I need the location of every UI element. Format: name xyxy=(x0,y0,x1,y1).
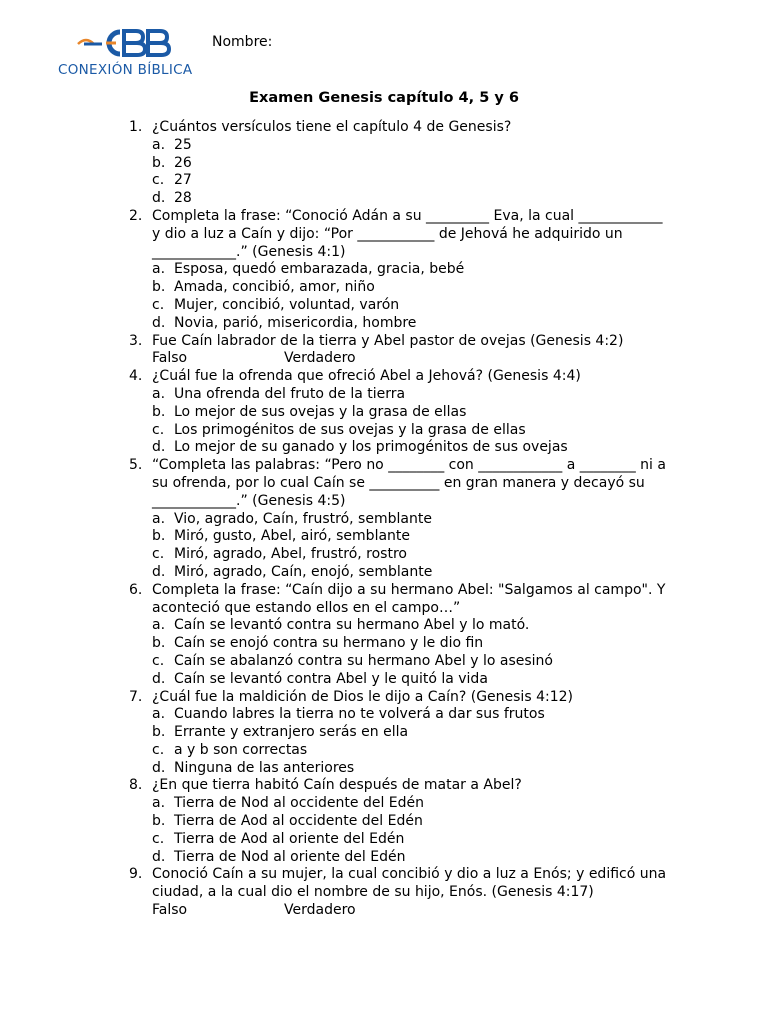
option-letter: b. xyxy=(152,635,166,652)
option-letter: b. xyxy=(152,154,166,171)
answer-option xyxy=(152,653,669,671)
question-item xyxy=(129,689,669,778)
question-text: ¿En que tierra habitó Caín después de matar a Abel? xyxy=(152,777,522,794)
option-text: Novia, parió, misericordia, hombre xyxy=(174,314,417,331)
falso-option: Falso xyxy=(152,350,188,367)
option-letter: d. xyxy=(152,439,166,456)
question-text: Conoció Caín a su mujer, la cual concibió y dio a luz a Enós; y edificó una ciudad, a la cual dio el nombre de su hijo, Enós. (Genesis 4:17) xyxy=(152,866,667,901)
logo xyxy=(56,26,196,82)
verdadero-option: Verdadero xyxy=(284,902,356,919)
answer-option xyxy=(152,528,669,546)
option-text: Los primogénitos de sus ovejas y la grasa de ellas xyxy=(174,421,526,438)
option-text: Tierra de Nod al oriente del Edén xyxy=(174,848,406,865)
option-text: Tierra de Nod al occidente del Edén xyxy=(174,795,424,812)
answer-option xyxy=(152,742,669,760)
option-text: Ninguna de las anteriores xyxy=(174,759,355,776)
question-number: 6. xyxy=(129,581,143,598)
option-letter: a. xyxy=(152,385,166,402)
question-number: 5. xyxy=(129,457,143,474)
nombre-label: Nombre: xyxy=(212,34,273,50)
option-text: Caín se enojó contra su hermano y le dio fin xyxy=(174,635,484,652)
option-letter: c. xyxy=(152,421,165,438)
option-letter: d. xyxy=(152,759,166,776)
answer-option xyxy=(152,190,669,208)
question-number: 8. xyxy=(129,777,143,794)
option-text: 28 xyxy=(174,190,192,207)
answer-option xyxy=(152,617,669,635)
answer-option xyxy=(152,315,669,333)
option-text: Amada, concibió, amor, niño xyxy=(174,279,375,296)
option-text: a y b son correctas xyxy=(174,741,308,758)
answer-option xyxy=(152,635,669,653)
option-letter: a. xyxy=(152,136,166,153)
answer-option xyxy=(152,422,669,440)
option-letter: b. xyxy=(152,279,166,296)
option-text: 27 xyxy=(174,172,192,189)
question-text: “Completa las palabras: “Pero no ________ con ____________ a ________ ni a su ofrenda, por lo cual Caín se __________ en gran manera y decayó su ____________.” (Genesis 4:5) xyxy=(152,457,666,509)
option-letter: d. xyxy=(152,563,166,580)
question-number: 9. xyxy=(129,866,143,883)
answer-option xyxy=(152,297,669,315)
option-text: Vio, agrado, Caín, frustró, semblante xyxy=(174,510,432,527)
question-number: 2. xyxy=(129,207,143,224)
answer-option xyxy=(152,279,669,297)
question-text: Fue Caín labrador de la tierra y Abel pastor de ovejas (Genesis 4:2) xyxy=(152,332,624,349)
option-letter: b. xyxy=(152,813,166,830)
question-list xyxy=(129,119,669,920)
question-text: ¿Cuál fue la maldición de Dios le dijo a Caín? (Genesis 4:12) xyxy=(152,688,573,705)
option-letter: c. xyxy=(152,830,165,847)
question-text: ¿Cuál fue la ofrenda que ofreció Abel a Jehová? (Genesis 4:4) xyxy=(152,368,581,385)
answer-option xyxy=(152,706,669,724)
option-letter: a. xyxy=(152,261,166,278)
question-item xyxy=(129,457,669,582)
question-text: Completa la frase: “Caín dijo a su hermano Abel: "Salgamos al campo". Y aconteció que estando ellos en el campo…” xyxy=(152,581,666,616)
answer-option xyxy=(152,760,669,778)
option-text: Cuando labres la tierra no te volverá a dar sus frutos xyxy=(174,706,545,723)
answer-option xyxy=(152,813,669,831)
question-text: Completa la frase: “Conoció Adán a su _________ Eva, la cual ____________ y dio a luz a Caín y dijo: “Por ___________ de Jehová he adquirido un ____________.” (Genesis 4:1) xyxy=(152,207,663,260)
option-letter: c. xyxy=(152,296,165,313)
question-number: 7. xyxy=(129,688,143,705)
option-letter: b. xyxy=(152,403,166,420)
answer-option xyxy=(152,386,669,404)
option-text: Miró, gusto, Abel, airó, semblante xyxy=(174,528,411,545)
answer-option xyxy=(152,795,669,813)
falso-option: Falso xyxy=(152,902,188,919)
option-text: Mujer, concibió, voluntad, varón xyxy=(174,296,400,313)
question-item xyxy=(129,866,669,919)
option-letter: a. xyxy=(152,617,166,634)
answer-option xyxy=(152,261,669,279)
option-letter: d. xyxy=(152,848,166,865)
question-item xyxy=(129,119,669,208)
option-text: Lo mejor de sus ovejas y la grasa de ellas xyxy=(174,403,467,420)
answer-option xyxy=(152,172,669,190)
question-item xyxy=(129,582,669,689)
option-text: 25 xyxy=(174,136,192,153)
logo-text: CONEXIÓN BÍBLICA xyxy=(58,62,193,78)
option-letter: a. xyxy=(152,510,166,527)
page-title: Examen Genesis capítulo 4, 5 y 6 xyxy=(249,90,519,106)
answer-option xyxy=(152,511,669,529)
answer-option xyxy=(152,137,669,155)
answer-option xyxy=(152,831,669,849)
option-text: Miró, agrado, Caín, enojó, semblante xyxy=(174,563,433,580)
question-number: 1. xyxy=(129,119,143,135)
question-item xyxy=(129,333,669,369)
answer-option xyxy=(152,404,669,422)
option-text: Caín se levantó contra su hermano Abel y lo mató. xyxy=(174,617,530,634)
answer-option xyxy=(152,671,669,689)
option-letter: c. xyxy=(152,172,165,189)
answer-option xyxy=(152,564,669,582)
option-text: 26 xyxy=(174,154,192,171)
true-false-choices xyxy=(152,350,669,368)
answer-option xyxy=(152,849,669,867)
question-number: 4. xyxy=(129,368,143,385)
option-letter: a. xyxy=(152,706,166,723)
option-text: Una ofrenda del fruto de la tierra xyxy=(174,385,406,402)
question-item xyxy=(129,368,669,457)
verdadero-option: Verdadero xyxy=(284,350,356,367)
option-letter: b. xyxy=(152,528,166,545)
option-letter: d. xyxy=(152,670,166,687)
option-text: Tierra de Aod al oriente del Edén xyxy=(174,830,405,847)
option-text: Errante y extranjero serás en ella xyxy=(174,724,409,741)
option-letter: a. xyxy=(152,795,166,812)
question-number: 3. xyxy=(129,332,143,349)
logo-mark-icon xyxy=(76,26,186,60)
option-text: Lo mejor de su ganado y los primogénitos de sus ovejas xyxy=(174,439,568,456)
true-false-choices xyxy=(152,902,669,920)
option-text: Caín se levantó contra Abel y le quitó la vida xyxy=(174,670,488,687)
option-text: Miró, agrado, Abel, frustró, rostro xyxy=(174,546,407,563)
answer-option xyxy=(152,546,669,564)
question-item xyxy=(129,777,669,866)
option-letter: b. xyxy=(152,724,166,741)
answer-option xyxy=(152,439,669,457)
answer-option xyxy=(152,155,669,173)
option-text: Tierra de Aod al occidente del Edén xyxy=(174,813,423,830)
option-letter: d. xyxy=(152,314,166,331)
option-letter: c. xyxy=(152,741,165,758)
question-item xyxy=(129,208,669,333)
answer-option xyxy=(152,724,669,742)
option-text: Esposa, quedó embarazada, gracia, bebé xyxy=(174,261,465,278)
question-text: ¿Cuántos versículos tiene el capítulo 4 de Genesis? xyxy=(152,119,512,135)
option-letter: c. xyxy=(152,546,165,563)
option-letter: d. xyxy=(152,190,166,207)
option-text: Caín se abalanzó contra su hermano Abel y lo asesinó xyxy=(174,652,553,669)
option-letter: c. xyxy=(152,652,165,669)
